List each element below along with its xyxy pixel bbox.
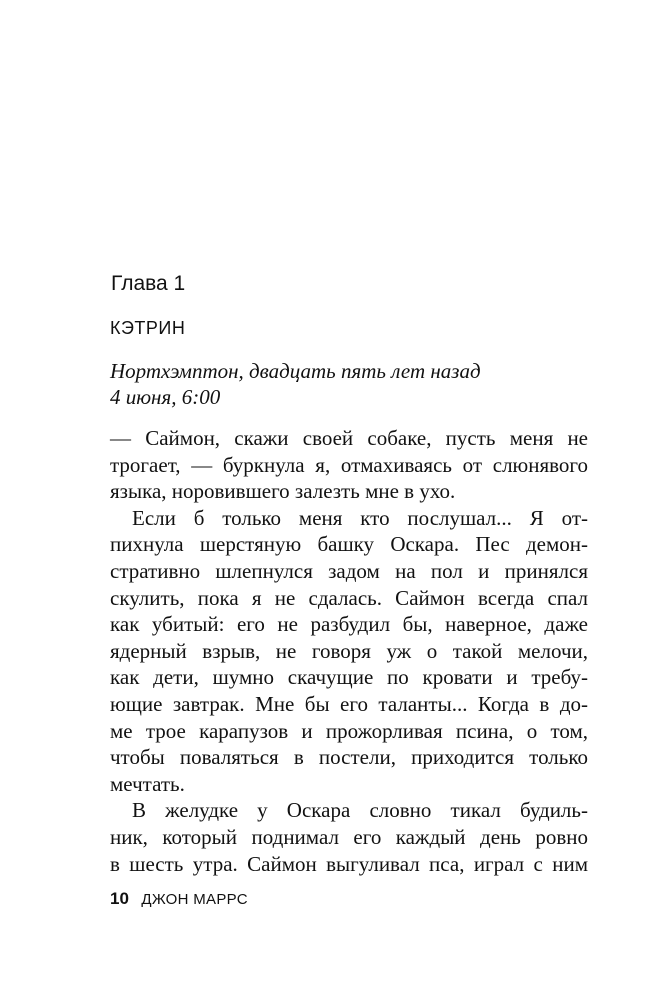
text-line: В желудке у Оскара словно тикал будиль- [132, 798, 588, 823]
chapter-name: КЭТРИН [110, 318, 186, 338]
text-line: — Саймон, скажи своей собаке, пусть меня не [110, 426, 588, 450]
text-line: как дети, шумно скачущие по кровати и требу- [110, 665, 588, 690]
text-line: ник, который поднимал его каждый день ровно [110, 824, 588, 849]
page-footer [110, 889, 248, 909]
running-head: ДЖОН МАРРС [141, 891, 248, 908]
dateline-time: 4 июня, 6:00 [110, 385, 221, 409]
page-number: 10 [110, 889, 129, 908]
text-line: скулить, пока я не сдалась. Саймон всегда спал [110, 585, 588, 610]
text-line: языка, норовившего залезть мне в ухо. [110, 479, 456, 504]
text-line: Если б только меня кто послушал... Я от- [132, 505, 588, 530]
text-line: в шесть утра. Саймон выгуливал пса, играл с ним [110, 851, 588, 876]
text-line: мечтать. [110, 771, 185, 796]
text-line: как убитый: его не разбудил бы, наверное, даже [110, 612, 588, 637]
text-line: трогает, — буркнула я, отмахиваясь от слюнявого [110, 452, 588, 477]
dateline-place: Нортхэмптон, двадцать пять лет назад [110, 359, 481, 383]
body-text [110, 425, 588, 877]
text-line: ющие завтрак. Мне бы его таланты... Когда в до- [110, 691, 588, 716]
text-line: ме трое карапузов и прожорливая псина, о том, [110, 718, 588, 743]
text-line: ядерный взрыв, не говоря уж о такой мелочи, [110, 638, 588, 663]
text-line: пихнула шерстяную башку Оскара. Пес демон- [110, 532, 588, 557]
chapter-title: Глава 1 [111, 272, 186, 295]
text-line: стративно шлепнулся задом на пол и принялся [110, 558, 588, 583]
text-line: чтобы поваляться в постели, приходится только [110, 745, 588, 770]
dateline [110, 358, 481, 410]
